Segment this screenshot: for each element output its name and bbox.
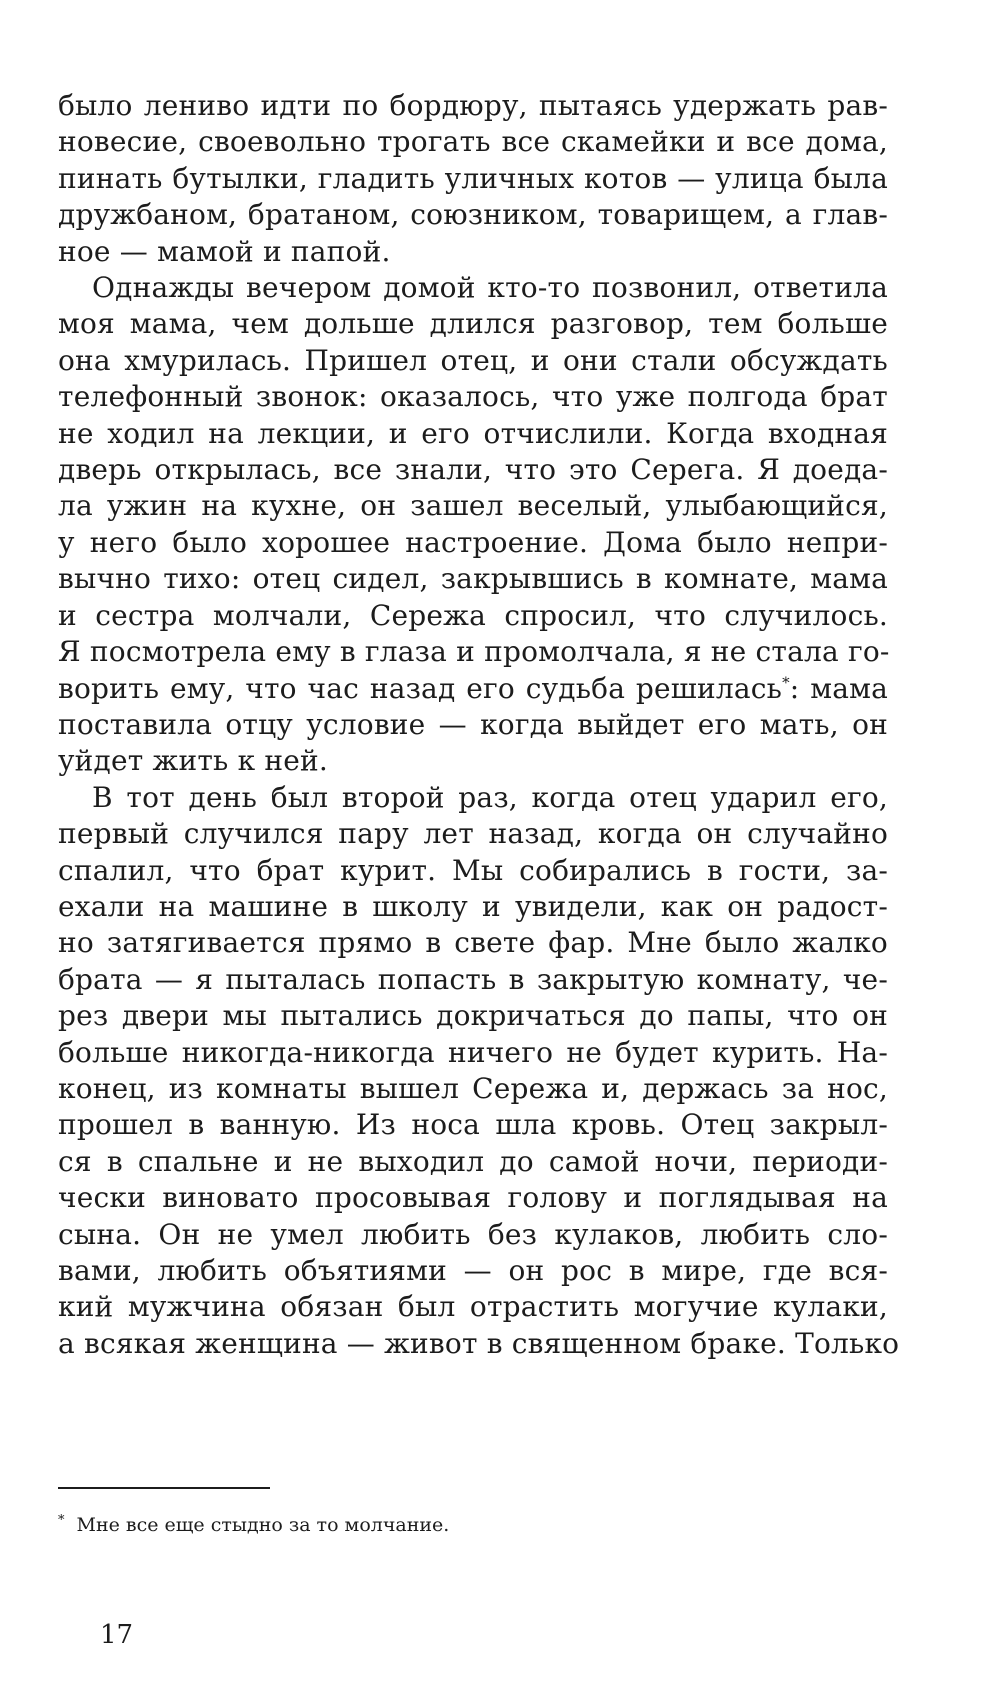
footnote [58, 1512, 449, 1538]
text-line: ла ужин на кухне, он зашел веселый, улыбающийся, [58, 489, 888, 523]
text-line: Однажды вечером домой кто-то позвонил, ответила [92, 271, 888, 305]
footnote-reference[interactable]: * [782, 673, 790, 692]
text-line: и сестра молчали, Сережа спросил, что случилось. [58, 598, 888, 632]
text-line: было лениво идти по бордюру, пытаясь удержать рав- [58, 89, 888, 122]
text-line: новесие, своевольно трогать все скамейки и все дома, [58, 125, 888, 159]
text-line: телефонный звонок: оказалось, что уже полгода брат [58, 380, 888, 414]
text-line: моя мама, чем дольше длился разговор, тем больше [58, 307, 888, 341]
text-line: ехали на машине в школу и увидели, как он радост- [58, 889, 888, 923]
text-line [58, 671, 888, 707]
text-line: уйдет жить к ней. [58, 744, 328, 778]
text-line: больше никогда-никогда ничего не будет курить. На- [58, 1035, 888, 1069]
text-line: рез двери мы пытались докричаться до папы, что он [58, 999, 888, 1033]
text-line: сына. Он не умел любить без кулаков, любить сло- [58, 1217, 888, 1251]
text-line: дружбаном, братаном, союзником, товарищем, а глав- [58, 198, 888, 232]
text-line: пинать бутылки, гладить уличных котов — улица была [58, 161, 888, 195]
text-line: вами, любить объятиями — он рос в мире, где вся- [58, 1254, 888, 1287]
text-line: она хмурилась. Пришел отец, и они стали обсуждать [58, 343, 888, 377]
text-line: прошел в ванную. Из носа шла кровь. Отец закрыл- [58, 1108, 888, 1142]
text-line-head: ворить ему, что час назад его судьба решилась [58, 671, 783, 705]
text-line: кий мужчина обязан был отрастить могучие кулаки, [58, 1290, 888, 1324]
text-line: брата — я пыталась попасть в закрытую комнату, че- [58, 962, 888, 996]
text-line: вычно тихо: отец сидел, закрывшись в комнате, мама [58, 562, 888, 596]
text-line: а всякая женщина — живот в священном браке. Только [58, 1326, 900, 1360]
text-line: чески виновато просовывая голову и поглядывая на [58, 1181, 888, 1215]
text-line: не ходил на лекции, и его отчислили. Когда входная [58, 416, 888, 450]
text-line: В тот день был второй раз, когда отец ударил его, [92, 780, 888, 814]
page-body [58, 88, 900, 1362]
footnote-divider [58, 1487, 270, 1489]
text-line: ся в спальне и не выходил до самой ночи, периоди- [58, 1144, 888, 1178]
text-line: первый случился пару лет назад, когда он случайно [58, 817, 888, 851]
text-line: у него было хорошее настроение. Дома было непри- [58, 525, 888, 559]
text-line: но затягивается прямо в свете фар. Мне было жалко [58, 926, 888, 960]
page-number: 17 [100, 1620, 134, 1650]
footnote-text: Мне все еще стыдно за то молчание. [76, 1514, 450, 1536]
text-line: Я посмотрела ему в глаза и промолчала, я не стала го- [58, 635, 890, 669]
text-line: поставила отцу условие — когда выйдет его мать, он [58, 707, 888, 741]
footnote-marker: * [58, 1512, 65, 1528]
text-line: спалил, что брат курит. Мы собирались в гости, за- [58, 853, 888, 887]
text-line: ное — мамой и папой. [58, 234, 391, 268]
text-line-tail: : мама [789, 671, 888, 705]
text-line: дверь открылась, все знали, что это Серега. Я доеда- [58, 453, 888, 487]
text-line: конец, из комнаты вышел Сережа и, держась за нос, [58, 1071, 888, 1105]
